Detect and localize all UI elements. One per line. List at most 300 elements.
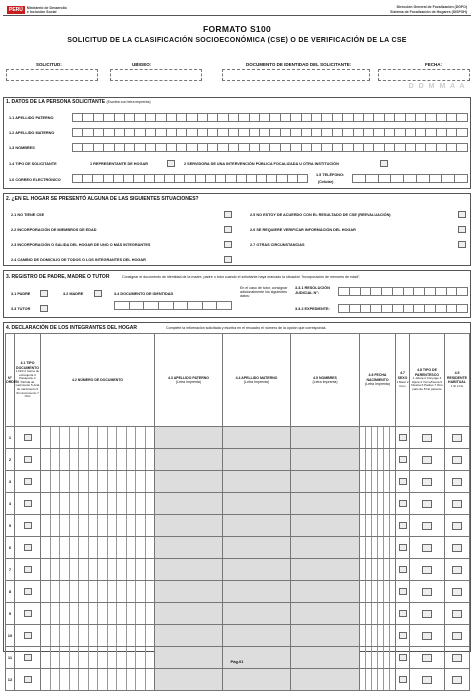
char-cell[interactable] (123, 174, 133, 183)
residente-cell[interactable] (445, 669, 470, 691)
char-cell[interactable] (456, 287, 468, 296)
numero-doc-char[interactable] (117, 515, 127, 536)
char-cell[interactable] (238, 128, 248, 137)
numero-doc-char[interactable] (136, 669, 146, 690)
numero-doc-char[interactable] (70, 559, 80, 580)
numero-doc-char[interactable] (117, 603, 127, 624)
numero-doc-char[interactable] (41, 493, 51, 514)
tipo-doc-cell[interactable] (15, 669, 41, 691)
numero-doc-char[interactable] (79, 427, 89, 448)
char-cell[interactable] (363, 143, 373, 152)
char-cell[interactable] (225, 174, 235, 183)
nombres-cells[interactable] (72, 143, 468, 152)
char-cell[interactable] (342, 143, 352, 152)
numero-doc-char[interactable] (60, 471, 70, 492)
parentesco-cell[interactable] (410, 559, 445, 581)
char-cell[interactable] (425, 143, 435, 152)
sexo-cell[interactable] (396, 537, 410, 559)
apellido-paterno-cell[interactable] (155, 581, 223, 603)
char-cell[interactable] (394, 113, 404, 122)
numero-doc-char[interactable] (98, 581, 108, 602)
numero-doc-char[interactable] (117, 625, 127, 646)
char-cell[interactable] (124, 128, 134, 137)
char-cell[interactable] (384, 128, 394, 137)
numero-doc-char[interactable] (41, 537, 51, 558)
char-cell[interactable] (266, 174, 276, 183)
numero-doc-char[interactable] (146, 603, 155, 624)
numero-doc-char[interactable] (127, 471, 137, 492)
numero-doc-char[interactable] (60, 647, 70, 668)
apellido-paterno-cell[interactable] (155, 449, 223, 471)
apellido-paterno-cell[interactable] (155, 669, 223, 691)
char-cell[interactable] (166, 143, 176, 152)
numero-doc-char[interactable] (51, 427, 61, 448)
numero-doc-char[interactable] (146, 559, 155, 580)
numero-doc-char[interactable] (117, 559, 127, 580)
numero-doc-char[interactable] (60, 603, 70, 624)
char-cell[interactable] (124, 143, 134, 152)
residente-cell[interactable] (445, 625, 470, 647)
madre-checkbox[interactable] (94, 290, 102, 297)
numero-doc-char[interactable] (70, 669, 80, 690)
numero-doc-char[interactable] (70, 537, 80, 558)
char-cell[interactable] (197, 143, 207, 152)
apellido-paterno-cell[interactable] (155, 559, 223, 581)
numero-doc-char[interactable] (98, 669, 108, 690)
numero-doc-char[interactable] (51, 647, 61, 668)
char-cell[interactable] (301, 143, 311, 152)
char-cell[interactable] (363, 113, 373, 122)
sexo-cell[interactable] (396, 669, 410, 691)
numero-doc-char[interactable] (51, 559, 61, 580)
numero-doc-char[interactable] (127, 515, 137, 536)
char-cell[interactable] (72, 143, 82, 152)
sexo-cell[interactable] (396, 559, 410, 581)
tipo-doc-cell[interactable] (15, 515, 41, 537)
char-cell[interactable] (144, 174, 154, 183)
residente-cell[interactable] (445, 471, 470, 493)
numero-doc-char[interactable] (79, 603, 89, 624)
sit-2-3-checkbox[interactable] (224, 241, 232, 248)
numero-doc-char[interactable] (70, 471, 80, 492)
char-cell[interactable] (436, 143, 446, 152)
char-cell[interactable] (103, 174, 113, 183)
char-cell[interactable] (446, 287, 457, 296)
char-cell[interactable] (360, 287, 371, 296)
char-cell[interactable] (441, 174, 454, 183)
numero-doc-char[interactable] (136, 603, 146, 624)
char-cell[interactable] (363, 128, 373, 137)
numero-doc-char[interactable] (98, 559, 108, 580)
apellido-materno-cells[interactable] (72, 128, 468, 137)
fecha-nac-cell[interactable] (360, 669, 396, 691)
numero-doc-char[interactable] (98, 537, 108, 558)
char-cell[interactable] (186, 113, 196, 122)
numero-doc-char[interactable] (51, 581, 61, 602)
char-cell[interactable] (381, 304, 392, 313)
numero-doc-char[interactable] (79, 669, 89, 690)
char-cell[interactable] (373, 113, 383, 122)
sit-2-7-checkbox[interactable] (458, 241, 466, 248)
char-cell[interactable] (297, 174, 308, 183)
ubigeo-field[interactable] (110, 69, 202, 81)
residente-cell[interactable] (445, 515, 470, 537)
numero-doc-char[interactable] (89, 427, 99, 448)
residente-cell[interactable] (445, 493, 470, 515)
char-cell[interactable] (256, 174, 266, 183)
numero-doc-cell[interactable] (41, 537, 155, 559)
apellido-paterno-cells[interactable] (72, 113, 468, 122)
apellido-paterno-cell[interactable] (155, 603, 223, 625)
numero-doc-char[interactable] (41, 603, 51, 624)
numero-doc-char[interactable] (127, 581, 137, 602)
numero-doc-char[interactable] (98, 625, 108, 646)
numero-doc-char[interactable] (98, 449, 108, 470)
char-cell[interactable] (280, 128, 290, 137)
numero-doc-char[interactable] (98, 647, 108, 668)
numero-doc-char[interactable] (146, 449, 155, 470)
fecha-nac-cell[interactable] (360, 559, 396, 581)
numero-doc-char[interactable] (89, 471, 99, 492)
char-cell[interactable] (82, 174, 92, 183)
char-cell[interactable] (174, 174, 184, 183)
char-cell[interactable] (436, 113, 446, 122)
char-cell[interactable] (195, 174, 205, 183)
char-cell[interactable] (415, 113, 425, 122)
tipo-doc-cell[interactable] (15, 449, 41, 471)
numero-doc-char[interactable] (108, 581, 118, 602)
char-cell[interactable] (435, 287, 446, 296)
char-cell[interactable] (392, 304, 403, 313)
numero-doc-char[interactable] (127, 647, 137, 668)
fecha-nac-char[interactable] (390, 581, 395, 602)
char-cell[interactable] (176, 128, 186, 137)
sexo-cell[interactable] (396, 515, 410, 537)
char-cell[interactable] (415, 143, 425, 152)
char-cell[interactable] (349, 304, 360, 313)
char-cell[interactable] (290, 113, 300, 122)
char-cell[interactable] (311, 143, 321, 152)
char-cell[interactable] (114, 128, 124, 137)
telefono-cells[interactable] (352, 174, 468, 183)
numero-doc-char[interactable] (117, 581, 127, 602)
numero-doc-cell[interactable] (41, 581, 155, 603)
sexo-cell[interactable] (396, 427, 410, 449)
sexo-cell[interactable] (396, 647, 410, 669)
parentesco-cell[interactable] (410, 669, 445, 691)
numero-doc-char[interactable] (41, 449, 51, 470)
numero-doc-char[interactable] (51, 603, 61, 624)
nombres-cell[interactable] (291, 581, 360, 603)
char-cell[interactable] (276, 174, 286, 183)
numero-doc-char[interactable] (108, 559, 118, 580)
char-cell[interactable] (103, 113, 113, 122)
char-cell[interactable] (249, 143, 259, 152)
char-cell[interactable] (114, 301, 129, 310)
numero-doc-char[interactable] (108, 427, 118, 448)
char-cell[interactable] (176, 143, 186, 152)
char-cell[interactable] (72, 128, 82, 137)
char-cell[interactable] (456, 143, 467, 152)
char-cell[interactable] (365, 174, 378, 183)
tipo-doc-cell[interactable] (15, 471, 41, 493)
char-cell[interactable] (342, 113, 352, 122)
numero-doc-char[interactable] (79, 647, 89, 668)
fecha-nac-char[interactable] (390, 669, 395, 690)
numero-doc-char[interactable] (79, 537, 89, 558)
char-cell[interactable] (360, 304, 371, 313)
residente-cell[interactable] (445, 581, 470, 603)
numero-doc-char[interactable] (108, 471, 118, 492)
numero-doc-char[interactable] (146, 647, 155, 668)
fecha-nac-cell[interactable] (360, 427, 396, 449)
char-cell[interactable] (425, 113, 435, 122)
numero-doc-char[interactable] (146, 493, 155, 514)
char-cell[interactable] (114, 143, 124, 152)
fecha-nac-cell[interactable] (360, 625, 396, 647)
apellido-materno-cell[interactable] (223, 449, 291, 471)
numero-doc-char[interactable] (136, 493, 146, 514)
sit-2-5-checkbox[interactable] (458, 211, 466, 218)
fecha-nac-char[interactable] (390, 603, 395, 624)
char-cell[interactable] (394, 143, 404, 152)
sexo-cell[interactable] (396, 471, 410, 493)
char-cell[interactable] (236, 174, 246, 183)
numero-doc-char[interactable] (79, 625, 89, 646)
numero-doc-char[interactable] (70, 493, 80, 514)
sexo-cell[interactable] (396, 449, 410, 471)
char-cell[interactable] (321, 143, 331, 152)
numero-doc-char[interactable] (89, 493, 99, 514)
char-cell[interactable] (290, 128, 300, 137)
numero-doc-cell[interactable] (41, 471, 155, 493)
sit-2-1-checkbox[interactable] (224, 211, 232, 218)
char-cell[interactable] (269, 143, 279, 152)
apellido-paterno-cell[interactable] (155, 493, 223, 515)
numero-doc-char[interactable] (98, 515, 108, 536)
nombres-cell[interactable] (291, 559, 360, 581)
numero-doc-char[interactable] (89, 603, 99, 624)
char-cell[interactable] (456, 113, 467, 122)
residente-cell[interactable] (445, 537, 470, 559)
nombres-cell[interactable] (291, 625, 360, 647)
numero-doc-char[interactable] (41, 669, 51, 690)
correo-cells[interactable] (72, 174, 308, 183)
tipo-doc-cell[interactable] (15, 493, 41, 515)
numero-doc-char[interactable] (127, 537, 137, 558)
numero-doc-cell[interactable] (41, 603, 155, 625)
char-cell[interactable] (332, 128, 342, 137)
sexo-cell[interactable] (396, 625, 410, 647)
char-cell[interactable] (207, 143, 217, 152)
char-cell[interactable] (378, 174, 391, 183)
char-cell[interactable] (456, 304, 468, 313)
fecha-field[interactable] (378, 69, 470, 81)
numero-doc-char[interactable] (41, 427, 51, 448)
numero-doc-char[interactable] (146, 669, 155, 690)
char-cell[interactable] (134, 128, 144, 137)
tipo-doc-cell[interactable] (15, 625, 41, 647)
apellido-materno-cell[interactable] (223, 427, 291, 449)
apellido-materno-cell[interactable] (223, 515, 291, 537)
char-cell[interactable] (352, 174, 365, 183)
tipo-doc-cell[interactable] (15, 559, 41, 581)
numero-doc-char[interactable] (41, 471, 51, 492)
char-cell[interactable] (217, 113, 227, 122)
apellido-paterno-cell[interactable] (155, 647, 223, 669)
char-cell[interactable] (338, 304, 349, 313)
char-cell[interactable] (424, 304, 435, 313)
char-cell[interactable] (403, 174, 416, 183)
apellido-materno-cell[interactable] (223, 669, 291, 691)
char-cell[interactable] (197, 128, 207, 137)
fecha-nac-char[interactable] (390, 427, 395, 448)
numero-doc-char[interactable] (98, 471, 108, 492)
numero-doc-char[interactable] (117, 471, 127, 492)
numero-doc-char[interactable] (108, 537, 118, 558)
numero-doc-char[interactable] (108, 515, 118, 536)
fecha-nac-cell[interactable] (360, 581, 396, 603)
numero-doc-char[interactable] (70, 581, 80, 602)
numero-doc-char[interactable] (60, 427, 70, 448)
char-cell[interactable] (187, 301, 202, 310)
numero-doc-cell[interactable] (41, 625, 155, 647)
char-cell[interactable] (416, 174, 429, 183)
char-cell[interactable] (155, 143, 165, 152)
tutor-checkbox[interactable] (40, 305, 48, 312)
numero-doc-char[interactable] (89, 537, 99, 558)
char-cell[interactable] (158, 301, 173, 310)
fecha-nac-cell[interactable] (360, 471, 396, 493)
char-cell[interactable] (197, 113, 207, 122)
char-cell[interactable] (114, 113, 124, 122)
char-cell[interactable] (82, 143, 92, 152)
numero-doc-char[interactable] (79, 559, 89, 580)
char-cell[interactable] (413, 287, 424, 296)
char-cell[interactable] (353, 128, 363, 137)
numero-doc-char[interactable] (79, 449, 89, 470)
fecha-nac-cell[interactable] (360, 493, 396, 515)
tipo-doc-cell[interactable] (15, 647, 41, 669)
numero-doc-char[interactable] (117, 647, 127, 668)
numero-doc-char[interactable] (70, 515, 80, 536)
char-cell[interactable] (415, 128, 425, 137)
sit-2-6-checkbox[interactable] (458, 226, 466, 233)
numero-doc-char[interactable] (51, 471, 61, 492)
numero-doc-char[interactable] (117, 669, 127, 690)
nombres-cell[interactable] (291, 427, 360, 449)
char-cell[interactable] (446, 128, 456, 137)
char-cell[interactable] (103, 128, 113, 137)
numero-doc-char[interactable] (51, 669, 61, 690)
tipo-doc-cell[interactable] (15, 581, 41, 603)
char-cell[interactable] (353, 113, 363, 122)
char-cell[interactable] (249, 128, 259, 137)
char-cell[interactable] (405, 128, 415, 137)
parentesco-cell[interactable] (410, 493, 445, 515)
numero-doc-char[interactable] (41, 647, 51, 668)
numero-doc-char[interactable] (98, 603, 108, 624)
numero-doc-char[interactable] (108, 449, 118, 470)
parentesco-cell[interactable] (410, 581, 445, 603)
char-cell[interactable] (173, 301, 188, 310)
char-cell[interactable] (405, 113, 415, 122)
numero-doc-cell[interactable] (41, 669, 155, 691)
fecha-nac-cell[interactable] (360, 449, 396, 471)
char-cell[interactable] (103, 143, 113, 152)
numero-doc-char[interactable] (127, 427, 137, 448)
char-cell[interactable] (384, 113, 394, 122)
parentesco-cell[interactable] (410, 471, 445, 493)
numero-doc-char[interactable] (51, 625, 61, 646)
numero-doc-char[interactable] (60, 493, 70, 514)
tipo-doc-cell[interactable] (15, 427, 41, 449)
numero-doc-char[interactable] (41, 581, 51, 602)
char-cell[interactable] (311, 113, 321, 122)
char-cell[interactable] (321, 113, 331, 122)
char-cell[interactable] (413, 304, 424, 313)
numero-doc-char[interactable] (117, 493, 127, 514)
numero-doc-char[interactable] (108, 647, 118, 668)
numero-doc-char[interactable] (117, 449, 127, 470)
fecha-nac-char[interactable] (390, 647, 395, 668)
numero-doc-char[interactable] (89, 515, 99, 536)
char-cell[interactable] (392, 287, 403, 296)
numero-doc-char[interactable] (70, 625, 80, 646)
numero-doc-char[interactable] (136, 471, 146, 492)
char-cell[interactable] (143, 301, 158, 310)
char-cell[interactable] (184, 174, 194, 183)
char-cell[interactable] (238, 113, 248, 122)
numero-doc-char[interactable] (60, 669, 70, 690)
numero-doc-char[interactable] (79, 493, 89, 514)
numero-doc-cell[interactable] (41, 493, 155, 515)
char-cell[interactable] (332, 113, 342, 122)
char-cell[interactable] (394, 128, 404, 137)
padre-checkbox[interactable] (40, 290, 48, 297)
char-cell[interactable] (259, 143, 269, 152)
numero-doc-char[interactable] (136, 559, 146, 580)
numero-doc-char[interactable] (41, 625, 51, 646)
numero-doc-char[interactable] (89, 647, 99, 668)
residente-cell[interactable] (445, 559, 470, 581)
char-cell[interactable] (446, 304, 457, 313)
nombres-cell[interactable] (291, 647, 360, 669)
parentesco-cell[interactable] (410, 603, 445, 625)
numero-doc-char[interactable] (127, 625, 137, 646)
apellido-paterno-cell[interactable] (155, 471, 223, 493)
sexo-cell[interactable] (396, 603, 410, 625)
numero-doc-char[interactable] (136, 647, 146, 668)
char-cell[interactable] (390, 174, 403, 183)
char-cell[interactable] (145, 143, 155, 152)
char-cell[interactable] (373, 128, 383, 137)
numero-doc-char[interactable] (108, 669, 118, 690)
numero-doc-char[interactable] (70, 449, 80, 470)
numero-doc-char[interactable] (136, 449, 146, 470)
numero-doc-char[interactable] (41, 515, 51, 536)
char-cell[interactable] (287, 174, 297, 183)
numero-doc-char[interactable] (108, 603, 118, 624)
char-cell[interactable] (249, 113, 259, 122)
documento-field[interactable] (222, 69, 370, 81)
numero-doc-char[interactable] (136, 625, 146, 646)
char-cell[interactable] (134, 113, 144, 122)
apellido-materno-cell[interactable] (223, 625, 291, 647)
numero-doc-char[interactable] (51, 515, 61, 536)
doc-identidad-cells[interactable] (114, 301, 232, 310)
numero-doc-char[interactable] (41, 559, 51, 580)
